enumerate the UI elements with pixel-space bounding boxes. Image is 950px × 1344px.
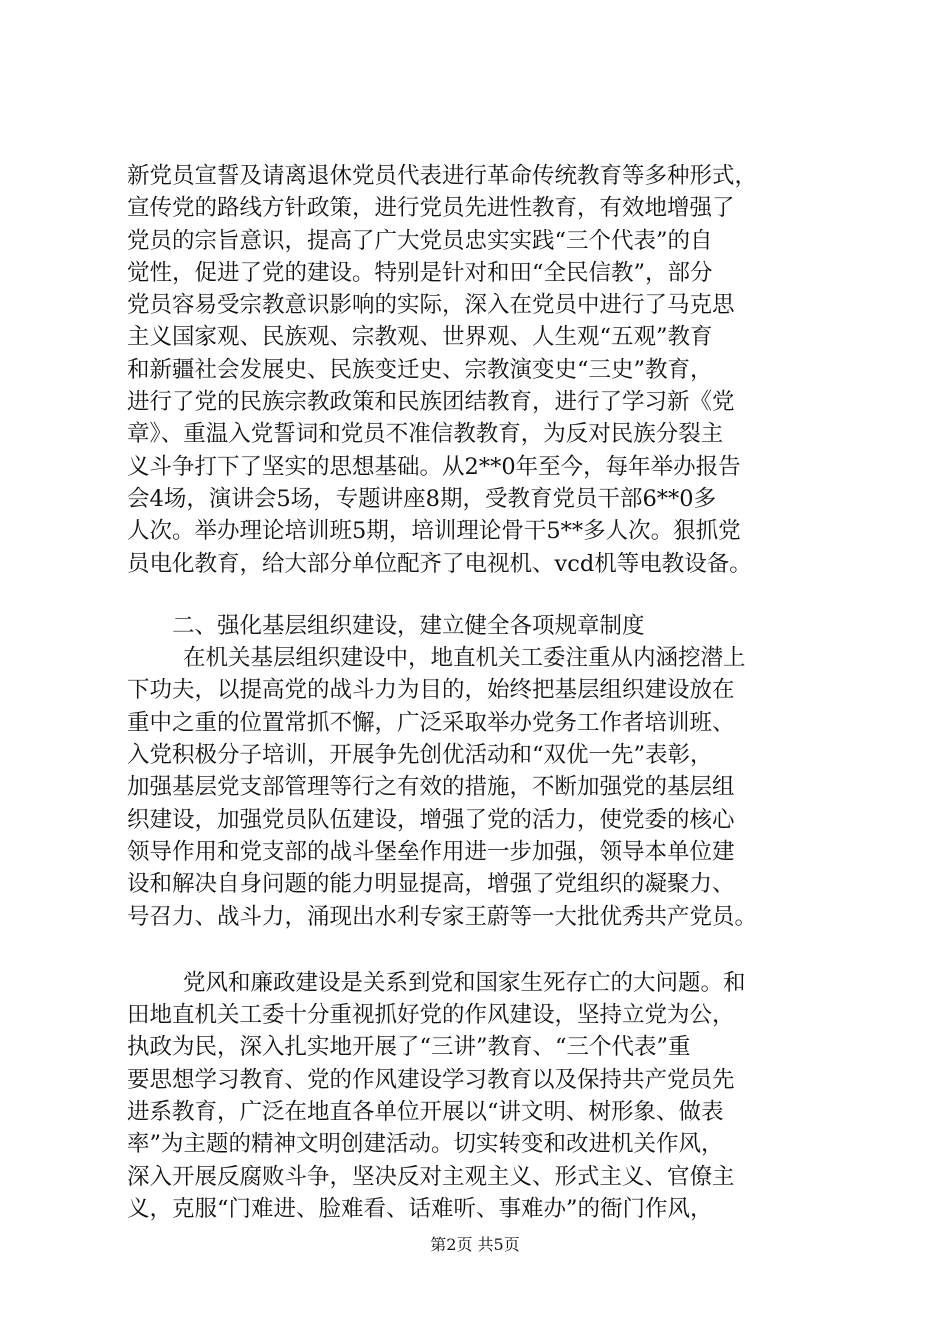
text-line: 进行了党的民族宗教政策和民族团结教育，进行了学习新《党 (127, 389, 735, 416)
text-line: 设和解决自身问题的能力明显提高，增强了党组织的凝聚力、 (127, 871, 735, 898)
text-line: 执政为民，深入扎实地开展了“三讲”教育、“三个代表”重 (127, 1034, 691, 1061)
paragraph-gap (127, 933, 827, 967)
text-line: 主义国家观、民族观、宗教观、世界观、人生观“五观”教育 (127, 324, 713, 351)
text-line: 下功夫，以提高党的战斗力为目的，始终把基层组织建设放在 (127, 677, 735, 704)
text-line: 党员的宗旨意识，提高了广大党员忠实实践“三个代表”的自 (127, 227, 713, 254)
paragraph-1 (127, 160, 827, 580)
text-line: 在机关基层组织建设中，地直机关工委注重从内涵挖潜上 (183, 645, 746, 672)
text-line: 入党积极分子培训，开展争先创优活动和“双优一先”表彰， (127, 742, 713, 769)
text-line: 要思想学习教育、党的作风建设学习教育以及保持共产党员先 (127, 1066, 735, 1093)
text-line: 深入开展反腐败斗争，坚决反对主观主义、形式主义、官僚主 (127, 1163, 735, 1190)
text-line: 田地直机关工委十分重视抓好党的作风建设，坚持立党为公， (127, 1002, 735, 1029)
text-line: 义斗争打下了坚实的思想基础。从2**0年至今，每年举办报告 (127, 453, 741, 480)
text-line: 会4场，演讲会5场，专题讲座8期，受教育党员干部6**0多 (127, 485, 717, 512)
document-body (127, 160, 827, 1225)
text-line: 号召力、战斗力，涌现出水利专家王蔚等一大批优秀共产党员。 (127, 903, 758, 930)
text-line: 织建设，加强党员队伍建设，增强了党的活力，使党委的核心 (127, 806, 735, 833)
page-number-footer: 第2页 共5页 (430, 1235, 520, 1254)
paragraph-3 (127, 967, 827, 1225)
text-line: 人次。举办理论培训班5期，培训理论骨干5**多人次。狠抓党 (127, 518, 741, 545)
text-line: 党风和廉政建设是关系到党和国家生死存亡的大问题。和 (183, 969, 746, 996)
paragraph-2 (127, 642, 827, 933)
text-line: 员电化教育，给大部分单位配齐了电视机、vcd机等电教设备。 (127, 550, 752, 577)
text-line: 和新疆社会发展史、民族变迁史、宗教演变史“三史”教育， (127, 356, 713, 383)
text-line: 领导作用和党支部的战斗堡垒作用进一步加强，领导本单位建 (127, 838, 735, 865)
section-heading: 二、强化基层组织建设，建立健全各项规章制度 (172, 612, 645, 639)
text-line: 加强基层党支部管理等行之有效的措施，不断加强党的基层组 (127, 774, 735, 801)
text-line: 率”为主题的精神文明创建活动。切实转变和改进机关作风， (127, 1131, 724, 1158)
text-line: 章》、重温入党誓词和党员不准信教教育，为反对民族分裂主 (127, 421, 724, 448)
text-line: 新党员宣誓及请离退休党员代表进行革命传统教育等多种形式， (127, 163, 758, 189)
text-line: 重中之重的位置常抓不懈，广泛采取举办党务工作者培训班、 (127, 709, 735, 736)
text-line: 觉性，促进了党的建设。特别是针对和田“全民信教”，部分 (127, 259, 713, 286)
text-line: 宣传党的路线方针政策，进行党员先进性教育，有效地增强了 (127, 195, 735, 222)
text-line: 进系教育，广泛在地直各单位开展以“讲文明、树形象、做表 (127, 1099, 724, 1126)
paragraph-gap (127, 580, 827, 610)
text-line: 义，克服“门难进、脸难看、话难听、事难办”的衙门作风， (127, 1195, 713, 1222)
text-line: 党员容易受宗教意识影响的实际，深入在党员中进行了马克思 (127, 292, 735, 319)
